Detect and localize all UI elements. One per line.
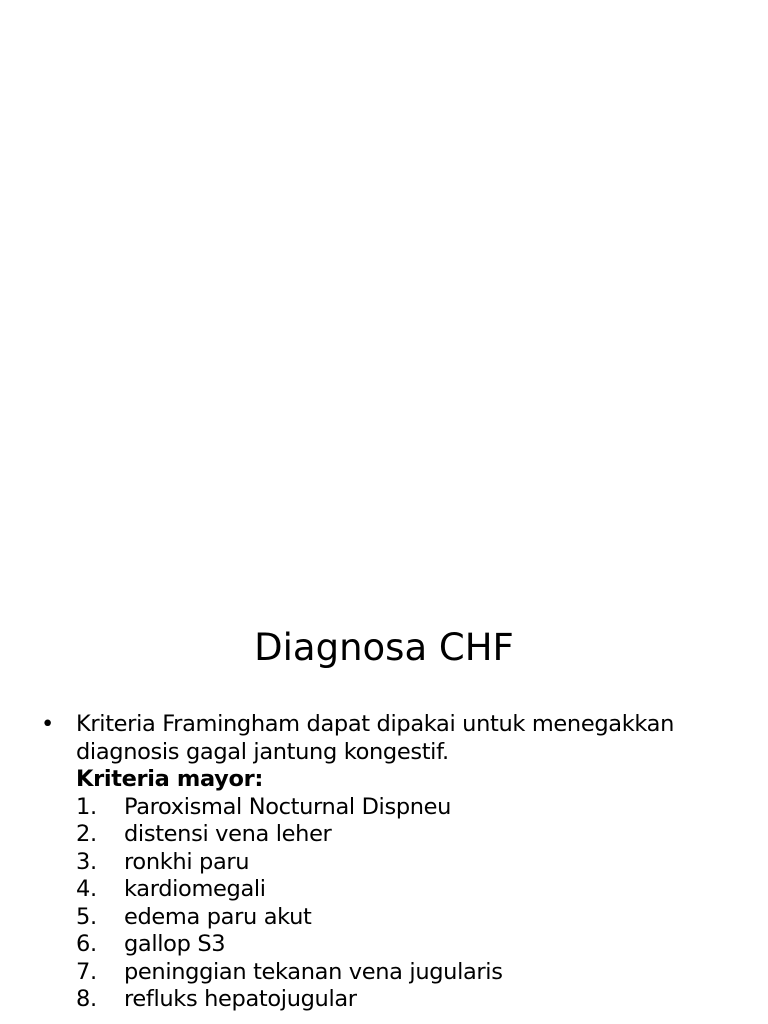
criteria-text: edema paru akut: [124, 903, 312, 930]
bullet-marker: •: [41, 711, 54, 737]
criteria-subheading: Kriteria mayor:: [76, 766, 263, 792]
criteria-number: 7.: [76, 958, 97, 985]
criteria-item-2: [76, 821, 755, 849]
criteria-list: [76, 794, 755, 1014]
bullet-item: [40, 711, 755, 1014]
criteria-text: distensi vena leher: [124, 821, 332, 847]
bullet-text: Kriteria Framingham dapat dipakai untuk menegakkan diagnosis gagal jantung kongestif.: [76, 711, 675, 765]
criteria-item-3: [76, 849, 755, 877]
criteria-item-8: [76, 986, 755, 1014]
criteria-text: gallop S3: [124, 931, 226, 957]
criteria-number: 5.: [76, 903, 97, 930]
criteria-item-7: [76, 959, 755, 987]
slide-content: [40, 711, 755, 1014]
criteria-number: 6.: [76, 931, 97, 957]
slide-title: Diagnosa CHF: [254, 626, 514, 669]
criteria-number: 4.: [76, 876, 97, 902]
criteria-text: kardiomegali: [124, 876, 266, 902]
criteria-number: 2.: [76, 821, 97, 847]
criteria-text: ronkhi paru: [124, 848, 250, 875]
criteria-number: 3.: [76, 848, 97, 875]
criteria-number: 1.: [76, 793, 97, 820]
criteria-item-5: [76, 904, 755, 932]
criteria-text: refluks hepatojugular: [124, 986, 357, 1012]
criteria-number: 8.: [76, 986, 97, 1012]
criteria-text: peninggian tekanan vena jugularis: [124, 958, 503, 985]
criteria-item-1: [76, 794, 755, 822]
criteria-text: Paroxismal Nocturnal Dispneu: [124, 793, 452, 820]
criteria-item-4: [76, 876, 755, 904]
criteria-item-6: [76, 931, 755, 959]
